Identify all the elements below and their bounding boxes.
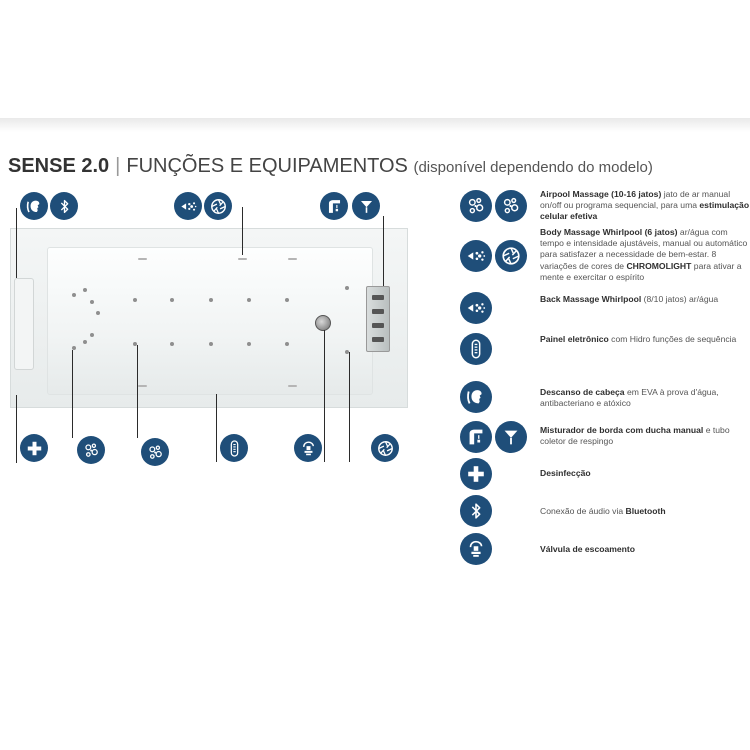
chromolight-led [288, 385, 297, 387]
headrest-icon [20, 192, 48, 220]
jet [83, 288, 87, 292]
legend-faucet-shower: Misturador de borda com ducha manual e tubo coletor de respingo [540, 425, 730, 447]
title-subtitle: (disponível dependendo do modelo) [413, 159, 653, 176]
jet [90, 333, 94, 337]
jet [345, 286, 349, 290]
jet [133, 298, 137, 302]
jet [83, 340, 87, 344]
legend-airpool: Airpool Massage (10-16 jatos) jato de ar manual on/off ou programa sequencial, para uma estimulação celular efetiva [540, 189, 750, 222]
jet [96, 311, 100, 315]
back-massage-icon [460, 292, 492, 324]
leader-line [216, 394, 217, 462]
whirlpool-bubbles-icon [141, 438, 169, 466]
shower-icon [495, 421, 527, 453]
jet [90, 300, 94, 304]
jet [72, 293, 76, 297]
jet [170, 342, 174, 346]
title-separator: | [115, 155, 121, 177]
leader-line [242, 207, 243, 255]
chromolight-led [288, 258, 297, 260]
leader-line [324, 330, 325, 462]
shower-icon [352, 192, 380, 220]
headrest-icon [460, 381, 492, 413]
drain-valve-icon [460, 533, 492, 565]
legend-disinfection: Desinfecção [540, 468, 591, 478]
chromolight-led [238, 258, 247, 260]
body-massage-icon [460, 240, 492, 272]
chromolight-led [138, 258, 147, 260]
jet [209, 298, 213, 302]
back-massage-aperture-icon [371, 434, 399, 462]
disinfection-icon [20, 434, 48, 462]
legend-body-massage: Body Massage Whirlpool (6 jatos) ar/água com tempo e intensidade ajustáveis, manual ou automático para satisfazer a necessidade de bem-estar. 8 variações de cores de CHROMOLIGHT para ativar a mente e exercitar o espírito [540, 227, 748, 282]
whirlpool-bubbles-icon [495, 190, 527, 222]
airpool-bubbles-icon [77, 436, 105, 464]
chromolight-led [138, 385, 147, 387]
bathtub-drain [315, 315, 331, 331]
chromolight-icon [204, 192, 232, 220]
jet [170, 298, 174, 302]
bathtub-control-panel [366, 286, 390, 352]
bathtub-headrest [14, 278, 34, 370]
airpool-bubbles-icon [460, 190, 492, 222]
legend-headrest: Descanso de cabeça em EVA à prova d'água, antibacteriano e atóxico [540, 387, 719, 409]
page-title [8, 155, 653, 178]
faucet-icon [320, 192, 348, 220]
bluetooth-icon [50, 192, 78, 220]
brand-name: SENSE 2.0 [8, 155, 110, 177]
disinfection-icon [460, 458, 492, 490]
leader-line [16, 395, 17, 463]
legend-bluetooth: Conexão de áudio via Bluetooth [540, 506, 666, 516]
jet [247, 342, 251, 346]
bluetooth-icon [460, 495, 492, 527]
jet [247, 298, 251, 302]
title-text: FUNÇÕES E EQUIPAMENTOS [126, 155, 408, 177]
leader-line [16, 208, 17, 278]
leader-line [137, 345, 138, 438]
legend-drain-valve: Válvula de escoamento [540, 544, 636, 554]
chromolight-icon [495, 240, 527, 272]
electronic-panel-icon [460, 333, 492, 365]
leader-line [383, 216, 384, 286]
top-divider [0, 118, 750, 132]
legend-back-massage: Back Massage Whirlpool (8/10 jatos) ar/água [540, 294, 719, 304]
electronic-panel-icon [220, 434, 248, 462]
body-massage-icon [174, 192, 202, 220]
leader-line [349, 352, 350, 462]
jet [209, 342, 213, 346]
leader-line [72, 350, 73, 438]
legend-electronic-panel: Painel eletrônico com Hidro funções de sequência [540, 334, 737, 344]
jet [285, 342, 289, 346]
jet [285, 298, 289, 302]
faucet-icon [460, 421, 492, 453]
drain-valve-icon [294, 434, 322, 462]
